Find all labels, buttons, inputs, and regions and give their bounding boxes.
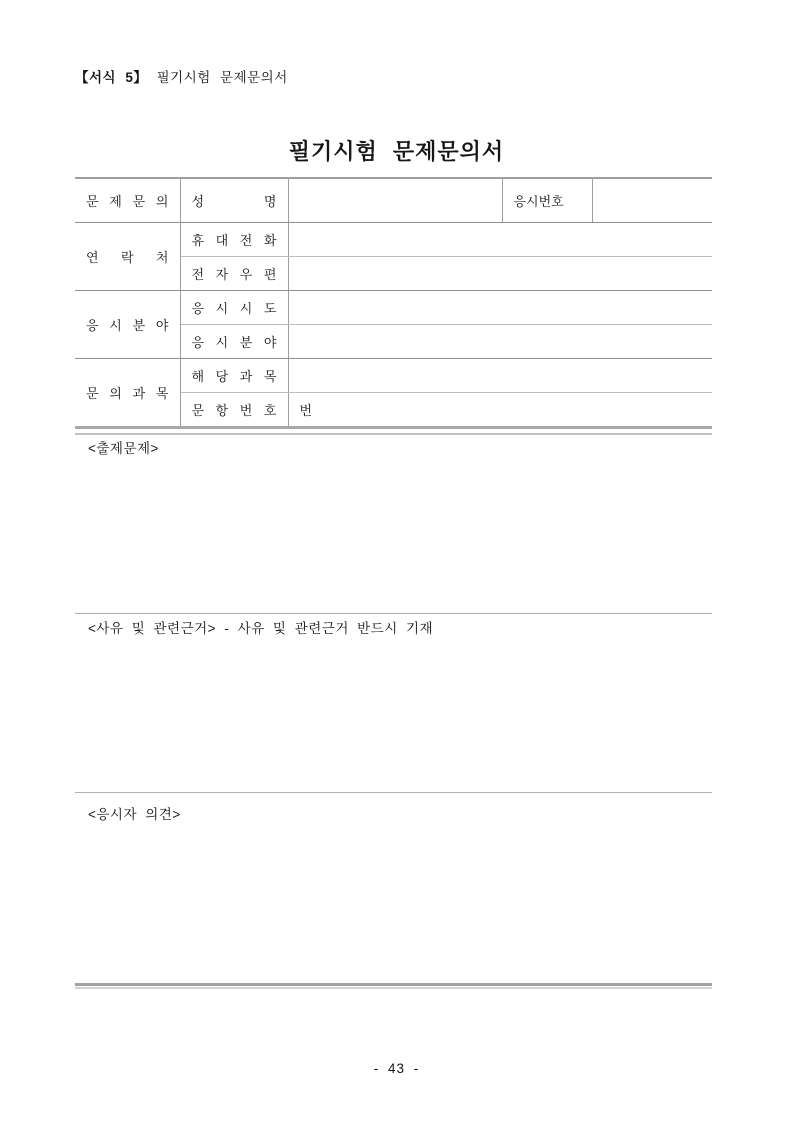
inquiry-form-table-wrap <box>75 177 712 435</box>
field-label-exam-field: 응 시 분 야 <box>180 324 288 358</box>
section-reason-label: <사유 및 관련근거> <box>88 621 217 636</box>
rule-thick-line <box>75 983 712 986</box>
group-label-question-inquiry: 문 제 문 의 <box>75 178 180 222</box>
rule-thin-line <box>75 987 712 989</box>
item-number-unit: 번 <box>299 402 313 418</box>
table-row <box>75 290 712 324</box>
group-label-contact: 연 락 처 <box>75 222 180 290</box>
page-bottom-rule <box>75 983 712 989</box>
field-label-email: 전 자 우 편 <box>180 256 288 290</box>
section-reason-line <box>88 617 433 637</box>
exam-field-value-cell <box>288 324 712 358</box>
subject-value-cell <box>288 358 712 392</box>
item-number-value-cell <box>288 392 712 426</box>
rule-thick-line <box>75 426 712 429</box>
rule-thin-line <box>75 433 712 435</box>
page-number: - 43 - <box>373 1061 420 1076</box>
exam-number-label: 응시번호 <box>502 178 592 222</box>
form-tag-line <box>75 66 288 86</box>
mobile-phone-value-cell <box>288 222 712 256</box>
table-row <box>75 178 712 222</box>
field-label-subject: 해 당 과 목 <box>180 358 288 392</box>
form-tag-number: 【서식 5】 <box>75 70 148 85</box>
exam-number-value-cell <box>592 178 712 222</box>
table-bottom-double-rule <box>75 426 712 435</box>
section-divider-reason <box>75 613 712 614</box>
page-title: 필기시험 문제문의서 <box>288 139 505 164</box>
name-value-cell <box>288 178 502 222</box>
field-label-name: 성 명 <box>180 178 288 222</box>
field-label-exam-region: 응 시 시 도 <box>180 290 288 324</box>
section-reason-note: - 사유 및 관련근거 반드시 기재 <box>224 621 434 636</box>
field-label-mobile-phone: 휴 대 전 화 <box>180 222 288 256</box>
exam-region-value-cell <box>288 290 712 324</box>
section-divider-opinion <box>75 792 712 793</box>
form-tag-title: 필기시험 문제문의서 <box>156 70 288 85</box>
section-question-label: <출제문제> <box>88 441 159 456</box>
section-opinion-label: <응시자 의견> <box>88 807 181 822</box>
field-label-item-number: 문 항 번 호 <box>180 392 288 426</box>
table-row <box>75 222 712 256</box>
email-value-cell <box>288 256 712 290</box>
group-label-inquiry-subject: 문 의 과 목 <box>75 358 180 426</box>
inquiry-form-table <box>75 177 712 426</box>
group-label-exam-field: 응 시 분 야 <box>75 290 180 358</box>
table-row <box>75 358 712 392</box>
